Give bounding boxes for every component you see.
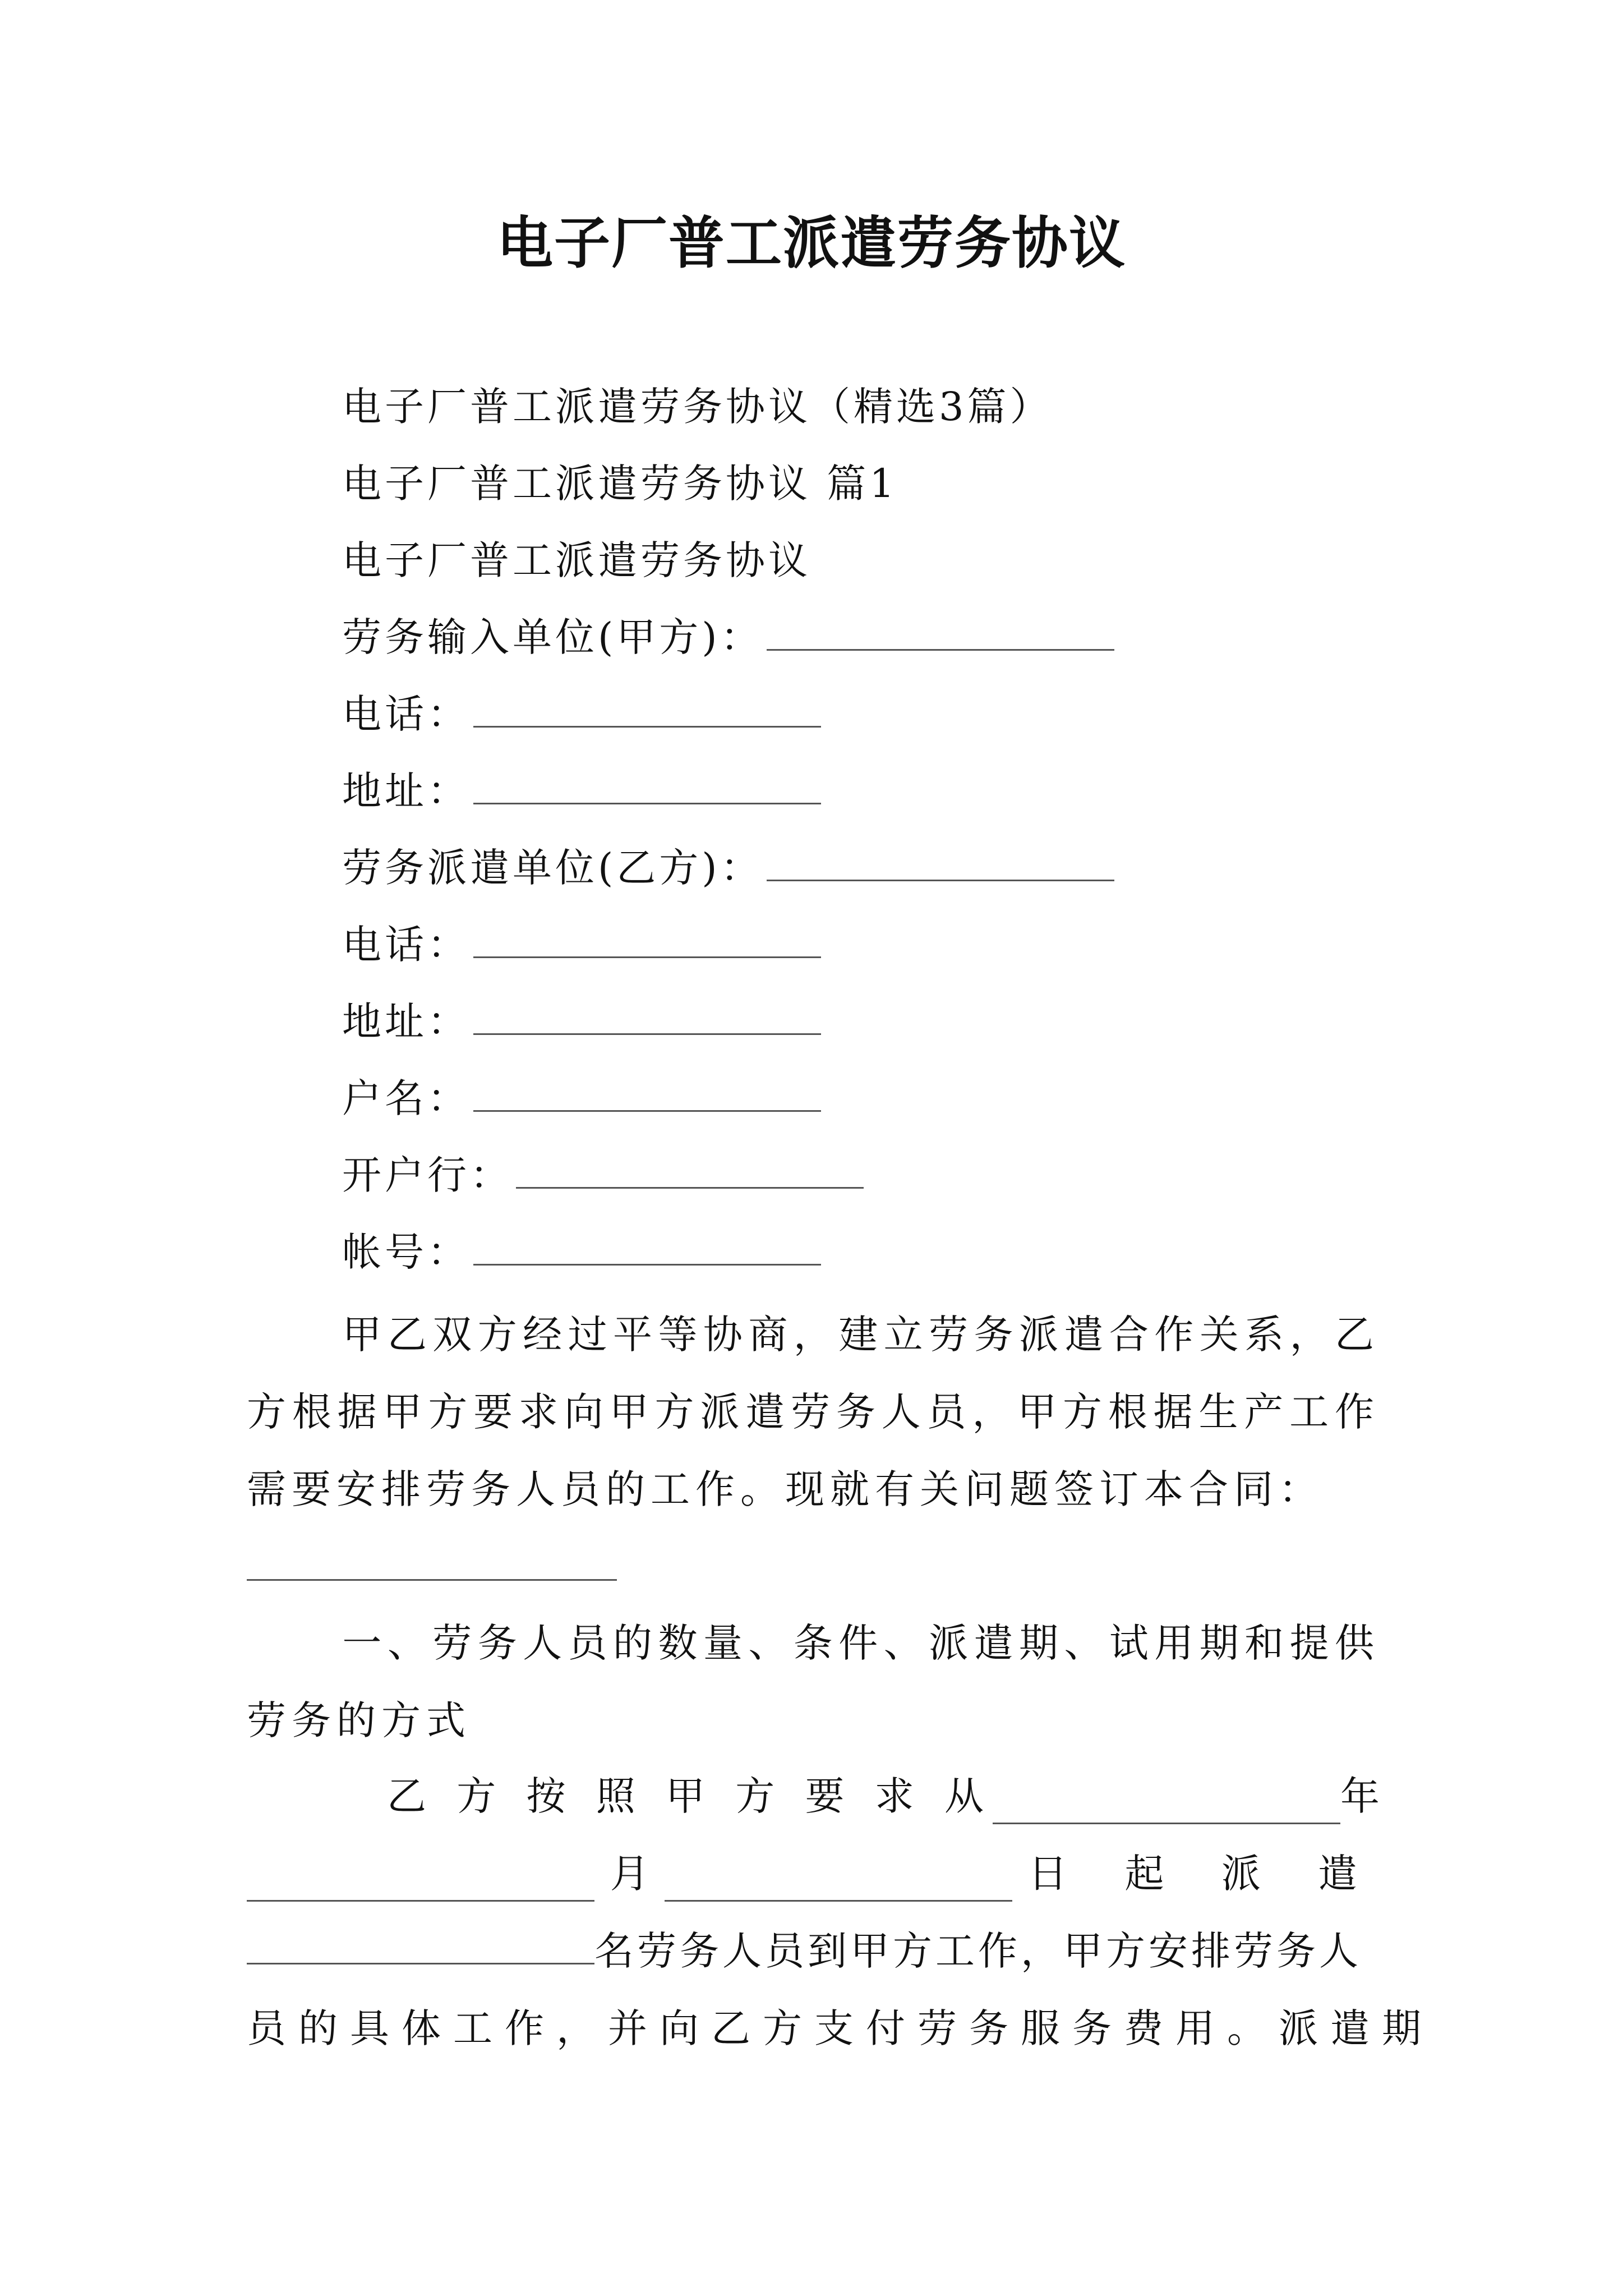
fill-blank [473,1031,821,1035]
section-title: 电子厂普工派遣劳务协议 [342,537,811,583]
fill-blank [516,1185,864,1189]
field-label: 户名： [342,1075,470,1121]
fill-blank [665,1861,1012,1902]
clause1-heading-text: 一、劳务人员的数量、条件、派遣期、试用期和提供劳务的方式 [247,1620,1380,1743]
fill-blank [993,1783,1340,1824]
field-phone-b [342,917,821,973]
fill-blank [247,1579,617,1581]
field-label: 帐号： [342,1229,470,1275]
field-bank [342,1147,864,1203]
field-label: 地址： [342,999,470,1045]
document-title: 电子厂普工派遣劳务协议 [497,210,1126,276]
field-phone-a [342,686,821,742]
field-address-a [342,763,821,819]
field-account-number [342,1224,821,1280]
field-party-a [342,609,1114,665]
fill-blank [247,1861,594,1902]
field-label: 电话： [342,691,470,737]
part-heading: 电子厂普工派遣劳务协议 篇1 [342,461,898,507]
clause1-month-label: 月 [610,1851,649,1897]
field-label: 劳务输入单位(甲方)： [342,614,763,660]
fill-blank [247,1961,594,1964]
field-party-b [342,840,1114,896]
intro-text: 甲乙双方经过平等协商，建立劳务派遣合作关系，乙方根据甲方要求向甲方派遣劳务人员，甲方根据生产工作需要安排劳务人员的工作。现就有关问题签订本合同： [247,1312,1380,1512]
fill-blank [767,647,1114,651]
field-label: 地址： [342,768,470,814]
fill-blank [473,800,821,804]
intro-paragraph [247,1296,1380,1528]
field-account-name [342,1070,821,1126]
field-label: 开户行： [342,1152,513,1198]
clause1-line4: 员的具体工作，并向乙方支付劳务服务费用。派遣期 [247,2005,1433,2051]
clause1-line3-suffix: 名劳务人员到甲方工作，甲方安排劳务人 [594,1928,1362,1974]
fill-blank [473,954,821,958]
clause1-day-text: 日 起 派 遣 [1028,1851,1380,1897]
clause1-year-label: 年 [1340,1773,1380,1819]
fill-blank [767,877,1114,881]
field-label: 电话： [342,922,470,968]
field-label: 劳务派遣单位(乙方)： [342,845,763,891]
fill-blank [473,724,821,728]
field-address-b [342,993,821,1050]
clause1-line2 [247,1846,1380,1902]
fill-blank [473,1108,821,1112]
fill-blank [473,1262,821,1266]
clause1-line3 [247,1923,1362,1979]
clause1-line1-prefix: 乙 方 按 照 甲 方 要 求 从 [387,1773,993,1819]
clause1-heading [247,1604,1380,1759]
clause1-line1 [247,1768,1380,1824]
subtitle: 电子厂普工派遣劳务协议（精选3篇） [342,384,1053,430]
